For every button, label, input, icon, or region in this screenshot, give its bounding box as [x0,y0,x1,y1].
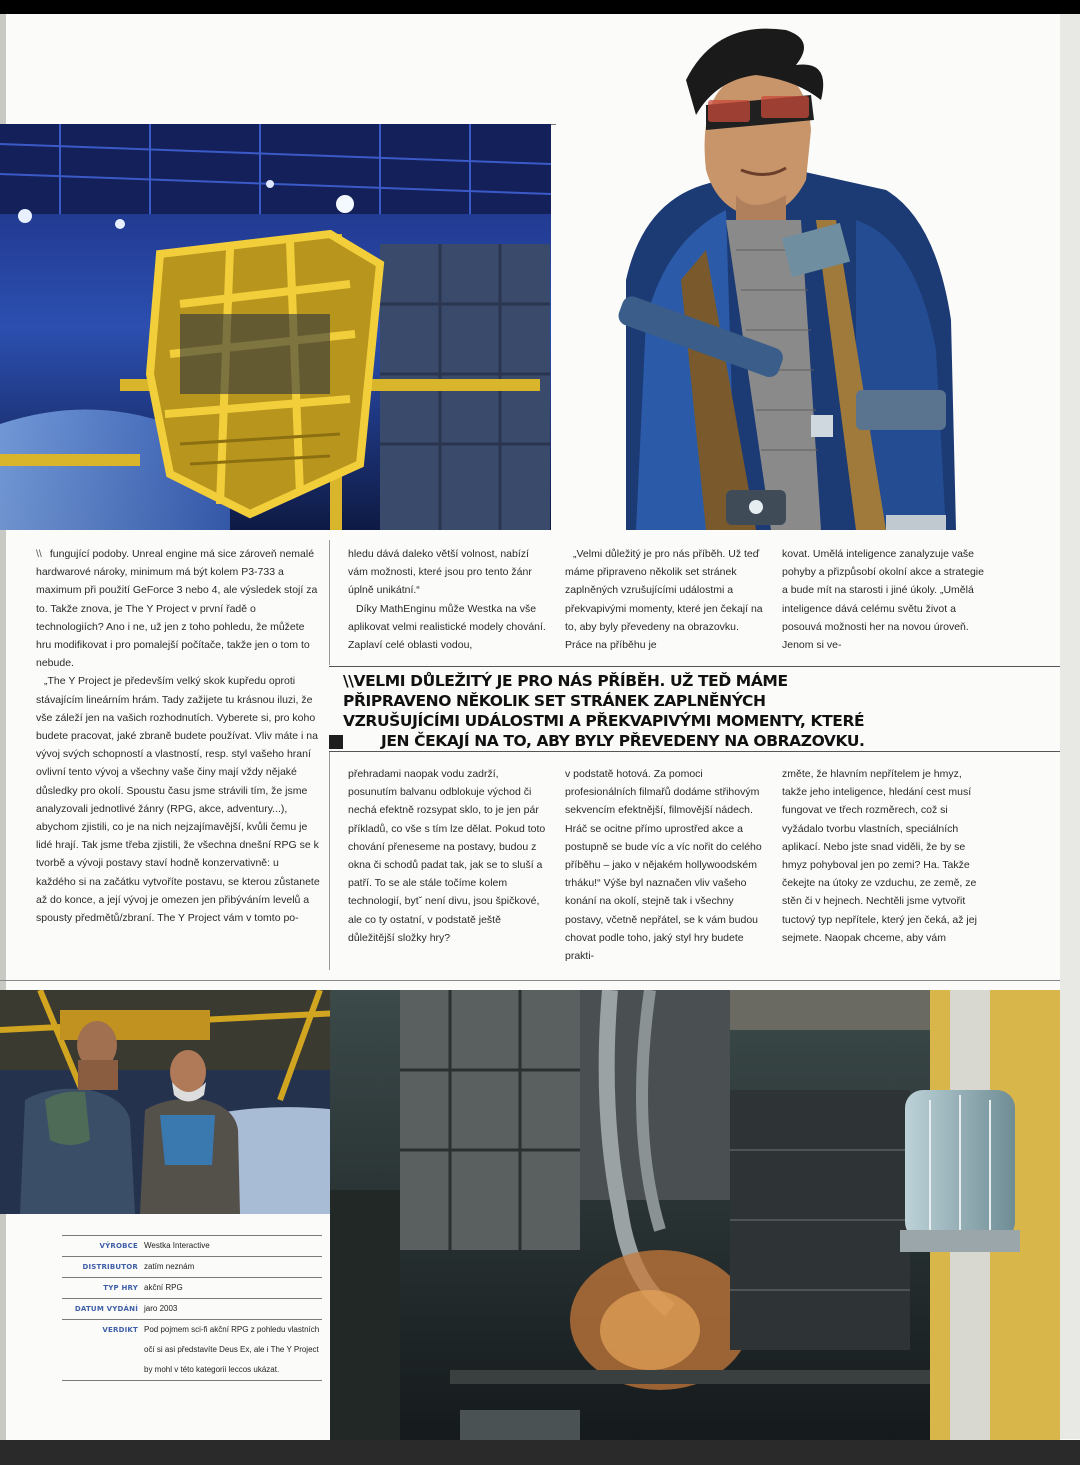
body-bottom-rule [0,980,1060,981]
column-2-top-paragraph-1: hledu dává daleko větší volnost, nabízí vám možnosti, které jsou pro tento žánr úplně unikátní.“ [348,548,532,597]
pull-quote [343,671,1056,751]
info-value: jaro 2003 [144,1304,178,1313]
pull-quote-square-icon [329,735,343,749]
column-1-paragraph-2: „The Y Project je především velký skok kupředu oproti stávajícím lineárním hrám. Tady zažijete tu krásnou iluzi, že vše záleží jen na vašich rozhodnutích. Vyberete si, pro koho budete pracovat, jaké zbraně budete používat. Vliv máte i na vývoj svých schopností a vlastností, resp. styl vašeho hraní ovlivní tento vývoj a všechny vaše činy mají vždy nějaké důsledky pro okolí. Spoustu času jsme strávili tím, že jsme analyzovali jednotlivé žánry (RPG, akce, adventury...), abychom zjistili, co je na nich nejzajímavější, kvůli čemu je lidé hrají. Tak jsme třeba zjistili, že všechna dnešní RPG se k tvorbě a vývoji postavy staví hodně konzervativně: u každého si na začátku vytvoříte postavu, se kterou zůstanete až do konce, a její vývoj je omezen jen přibýváním levelů a spousty předmětů/zbraní. The Y Project vám v tomto po- [36,675,320,925]
info-row-verdict [60,1320,322,1380]
article-column-3-top [565,545,769,654]
pullquote-top-rule [329,666,1060,667]
pull-quote-line-2: PŘIPRAVENO NĚKOLIK SET STRÁNEK ZAPLNĚNÝCH [343,692,766,710]
info-value: akční RPG [144,1283,183,1292]
article-column-1 [36,545,321,927]
screenshot-industrial-interior [330,990,1060,1440]
scan-right-edge [1060,14,1080,1439]
article-column-4-bottom [782,765,988,947]
article-column-2-top [348,545,550,654]
info-value: Westka Interactive [144,1241,210,1250]
pull-quote-line-3: VZRUŠUJÍCÍMI UDÁLOSTMI A PŘEKVAPIVÝMI MOMENTY, KTERÉ [343,712,865,730]
column-separator [329,540,330,665]
info-label: VÝROBCE [99,1242,138,1250]
column-separator [329,752,330,970]
info-row-release-date [60,1299,322,1319]
column-3-top-paragraph-1: „Velmi důležitý je pro nás příběh. Už teď máme připraveno několik set stránek zaplněných vzrušujícími událostmi a překvapivými momenty, které jen čekají na to, aby byly převedeny na obrazovku. Práce na příběhu je [565,548,763,652]
column-2-top-paragraph-2: Díky MathEnginu může Westka na vše aplikovat velmi realistické modely chování. Zaplaví celé oblasti vodou, [348,602,546,652]
column-2-bottom-paragraph-1: přehradami naopak vodu zadrží, posunutím balvanu odblokuje východ či nechá efektně rozsypat sklo, to je jen pár příkladů, co vše s tím lze dělat. Pokud toto chování přeneseme na postavy, budou z okna či schodů padat tak, jak se to sluší a patří. To se ale stále točíme kolem technologií, bytˇ není divu, jsou špičkové, ale co ty ostatní, v podstatě ještě důležitější složky hry? [348,768,546,944]
column-4-top-paragraph-1: kovat. Umělá inteligence zanalyzuje vaše pohyby a přizpůsobí okolní akce a strategie a bude mít na starosti i jiné úkoly. „Umělá inteligence dává celému světu život a posouvá možnosti her na novou úroveň. Jenom si ve- [782,548,984,652]
info-label: VERDIKT [102,1326,138,1334]
article-column-4-top [782,545,988,654]
info-row-distributor [60,1257,322,1277]
info-label: DATUM VYDÁNÍ [74,1305,138,1313]
screenshot-hangar-lift [0,124,551,530]
info-label: DISTRIBUTOR [82,1263,138,1271]
pullquote-bottom-rule [329,751,1060,752]
pull-quote-line-1: \\VELMI DŮLEŽITÝ JE PRO NÁS PŘÍBĚH. UŽ TEĎ MÁME [343,672,788,690]
scan-top-border [0,0,1080,14]
scan-bottom-border [0,1440,1080,1465]
column-1-paragraph-1-text: fungující podoby. Unreal engine má sice zároveň nemalé hardwarové nároky, minimum má být kolem P3-733 a maximum při použití GeForce 3 nebo 4, ale výsledek stojí za to. Takže znova, je The Y Project v první řadě o technologiích? Ano i ne, už jen z toho pohledu, že můžete hru modifikovat i pro pomalejší počítače, takže jen o tom to nebude. [36,548,318,670]
pull-quote-line-4: JEN ČEKAJÍ NA TO, ABY BYLY PŘEVEDENY NA OBRAZOVKU. [381,732,865,750]
article-column-2-bottom [348,765,550,947]
paragraph-marker-icon: \\ [36,548,42,560]
info-separator [62,1380,322,1381]
info-value: Pod pojmem sci-fi akční RPG z pohledu vlastních očí si asi představíte Deus Ex, ale i The Y Project by mohl v této kategorii leccos ukázat. [144,1325,320,1374]
info-row-genre [60,1278,322,1298]
column-3-bottom-paragraph-1: v podstatě hotová. Za pomoci profesionálních filmařů dodáme střihovým sekvencím efektnější, filmovější nádech. Hráč se ocitne přímo uprostřed akce a postupně se bude víc a víc nořit do celého příběhu – jako v nějakém hollywoodském trháku!“ Výše byl naznačen vliv vašeho konání na okolí, stejně tak i všechny postavy, včetně nepřátel, se k vám budou chovat podle toho, jaký styl hry budete prakti- [565,768,762,963]
info-label: TYP HRY [103,1284,138,1292]
game-info-box [60,1235,322,1381]
info-value: zatím neznám [144,1262,195,1271]
character-artwork [556,20,1060,530]
column-1-paragraph-1 [36,545,321,672]
article-column-3-bottom [565,765,769,965]
column-4-bottom-paragraph-1: změte, že hlavním nepřítelem je hmyz, takže jeho inteligence, hledání cest musí fungovat ve třech rozměrech, což si vyžádalo tvorbu vlastních, speciálních aplikací. Nebo jste snad viděli, že by se hmyz pohyboval jen po zemi? Ha. Takže čekejte na útoky ze vzduchu, ze země, ze stěn či v hejnech. Nechtěli jsme vytvořit tuctový typ nepřítele, který jen čeká, až jej sejmete. Naopak chceme, aby vám [782,768,977,944]
info-row-developer [60,1236,322,1256]
